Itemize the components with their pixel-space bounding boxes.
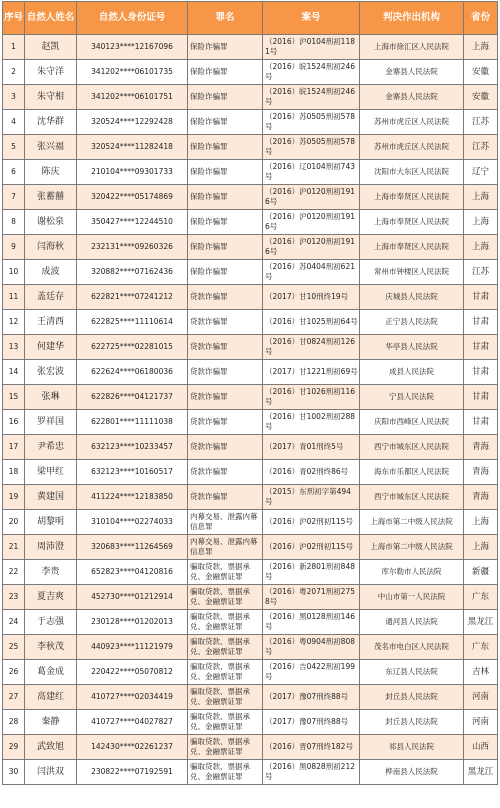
cell-name: 高建红 [25,685,77,710]
cell-province: 上海 [464,185,498,210]
cell-crime: 保险诈骗罪 [188,110,263,135]
cell-id: 230128****01202013 [77,610,188,635]
cell-seq: 25 [3,635,25,660]
cell-seq: 27 [3,685,25,710]
cell-province: 上海 [464,235,498,260]
table-row [3,735,498,760]
cell-court: 沈阳市大东区人民法院 [360,160,464,185]
header-seq: 序号 [3,2,25,35]
cell-case: （2016）吉0422刑初199号 [263,660,360,685]
cell-id: 440923****11121979 [77,635,188,660]
cell-province: 甘肃 [464,410,498,435]
cell-id: 142430****02261237 [77,735,188,760]
cell-seq: 18 [3,460,25,485]
cell-name: 夏吉爽 [25,585,77,610]
cell-province: 青海 [464,460,498,485]
cell-seq: 7 [3,185,25,210]
cell-court: 祁县人民法院 [360,735,464,760]
cell-name: 黄建国 [25,485,77,510]
cell-seq: 24 [3,610,25,635]
cell-seq: 28 [3,710,25,735]
cell-crime: 保险诈骗罪 [188,35,263,60]
cell-case: （2017）豫07刑终88号 [263,710,360,735]
cell-seq: 19 [3,485,25,510]
cell-id: 632123****10160517 [77,460,188,485]
cell-province: 甘肃 [464,285,498,310]
cell-crime: 骗取贷款、票据承兑、金融票证罪 [188,635,263,660]
cell-court: 库尔勒市人民法院 [360,560,464,585]
cell-name: 闫洪双 [25,760,77,785]
cell-name: 武致旭 [25,735,77,760]
cell-court: 宁县人民法院 [360,385,464,410]
cell-seq: 16 [3,410,25,435]
cell-name: 梁甲红 [25,460,77,485]
cell-province: 广东 [464,585,498,610]
cell-id: 232131****09260326 [77,235,188,260]
cell-case: （2016）粤0904刑初808号 [263,635,360,660]
cell-crime: 贷款诈骗罪 [188,410,263,435]
cell-court: 西宁市城东区人民法院 [360,485,464,510]
table-row [3,210,498,235]
cell-id: 452730****01212914 [77,585,188,610]
cell-province: 河南 [464,685,498,710]
cell-province: 青海 [464,485,498,510]
cell-name: 王清西 [25,310,77,335]
cell-id: 320524****12292428 [77,110,188,135]
cell-seq: 15 [3,385,25,410]
cell-province: 甘肃 [464,310,498,335]
cell-id: 622821****07241212 [77,285,188,310]
cell-id: 622624****06180036 [77,360,188,385]
header-row [3,2,498,35]
cell-seq: 5 [3,135,25,160]
cell-crime: 骗取贷款、票据承兑、金融票证罪 [188,585,263,610]
table-row [3,685,498,710]
cell-crime: 保险诈骗罪 [188,210,263,235]
cell-crime: 内幕交易、泄露内幕信息罪 [188,535,263,560]
cell-case: （2016）辽0104刑初743号 [263,160,360,185]
cell-seq: 17 [3,435,25,460]
cell-id: 230822****07192591 [77,760,188,785]
table-row [3,510,498,535]
table-row [3,760,498,785]
cell-id: 622825****11110614 [77,310,188,335]
cell-name: 胡黎明 [25,510,77,535]
cell-id: 320422****05174869 [77,185,188,210]
table-row [3,460,498,485]
cell-province: 安徽 [464,60,498,85]
cell-province: 黑龙江 [464,610,498,635]
cell-name: 成波 [25,260,77,285]
cell-court: 金寨县人民法院 [360,85,464,110]
cell-id: 632123****10233457 [77,435,188,460]
cell-province: 吉林 [464,660,498,685]
cell-crime: 保险诈骗罪 [188,160,263,185]
cell-name: 沈华群 [25,110,77,135]
cell-case: （2016）沪02刑初115号 [263,510,360,535]
cell-seq: 22 [3,560,25,585]
table-row [3,435,498,460]
header-court: 判决作出机构 [360,2,464,35]
cell-court: 东辽县人民法院 [360,660,464,685]
cell-crime: 贷款诈骗罪 [188,360,263,385]
cell-id: 320882****07162436 [77,260,188,285]
cell-id: 622725****02281015 [77,335,188,360]
cell-name: 陈庆 [25,160,77,185]
cell-name: 张宏波 [25,360,77,385]
table-row [3,285,498,310]
cell-court: 上海市奉贤区人民法院 [360,210,464,235]
cell-case: （2016）沪0120刑初1916号 [263,210,360,235]
cell-crime: 保险诈骗罪 [188,135,263,160]
cell-id: 652823****04120816 [77,560,188,585]
cell-id: 622801****11111038 [77,410,188,435]
cell-crime: 骗取贷款、票据承兑、金融票证罪 [188,710,263,735]
cell-crime: 骗取贷款、票据承兑、金融票证罪 [188,660,263,685]
cell-id: 320683****11264569 [77,535,188,560]
cell-court: 苏州市虎丘区人民法院 [360,110,464,135]
table-row [3,185,498,210]
cell-seq: 8 [3,210,25,235]
table-row [3,410,498,435]
cell-province: 安徽 [464,85,498,110]
cell-case: （2016）苏0404刑初621号 [263,260,360,285]
cell-id: 310104****02274033 [77,510,188,535]
cell-name: 张蓄囍 [25,185,77,210]
table-row [3,135,498,160]
cell-province: 黑龙江 [464,760,498,785]
cell-court: 庆阳市西峰区人民法院 [360,410,464,435]
cell-crime: 贷款诈骗罪 [188,460,263,485]
cell-case: （2016）甘0824刑初126号 [263,335,360,360]
judgment-table [2,1,498,785]
cell-province: 山西 [464,735,498,760]
cell-court: 华亭县人民法院 [360,335,464,360]
cell-seq: 13 [3,335,25,360]
cell-seq: 6 [3,160,25,185]
header-case: 案号 [263,2,360,35]
header-province: 省份 [464,2,498,35]
table-row [3,35,498,60]
table-body [3,35,498,785]
cell-id: 411224****12183850 [77,485,188,510]
cell-name: 周沛澄 [25,535,77,560]
cell-crime: 骗取贷款、票据承兑、金融票证罪 [188,760,263,785]
cell-province: 辽宁 [464,160,498,185]
cell-name: 赵凯 [25,35,77,60]
table-row [3,160,498,185]
cell-province: 青海 [464,435,498,460]
cell-name: 张兴福 [25,135,77,160]
cell-id: 210104****09301733 [77,160,188,185]
table-row [3,110,498,135]
table-row [3,710,498,735]
cell-name: 朱守相 [25,85,77,110]
cell-crime: 贷款诈骗罪 [188,385,263,410]
cell-id: 350427****12244510 [77,210,188,235]
cell-court: 常州市钟楼区人民法院 [360,260,464,285]
cell-court: 庆城县人民法院 [360,285,464,310]
cell-crime: 骗取贷款、票据承兑、金融票证罪 [188,685,263,710]
cell-crime: 骗取贷款、票据承兑、金融票证罪 [188,735,263,760]
table-row [3,610,498,635]
cell-court: 西宁市城东区人民法院 [360,435,464,460]
cell-id: 341202****06101751 [77,85,188,110]
cell-crime: 内幕交易、泄露内幕信息罪 [188,510,263,535]
cell-name: 张琳 [25,385,77,410]
cell-crime: 贷款诈骗罪 [188,485,263,510]
header-name: 自然人姓名 [25,2,77,35]
cell-name: 朱守洋 [25,60,77,85]
cell-crime: 贷款诈骗罪 [188,335,263,360]
cell-seq: 20 [3,510,25,535]
table-row [3,560,498,585]
cell-seq: 12 [3,310,25,335]
cell-seq: 4 [3,110,25,135]
cell-case: （2016）沪0120刑初1916号 [263,235,360,260]
cell-case: （2016）苏0505刑初578号 [263,135,360,160]
cell-name: 李秋茂 [25,635,77,660]
cell-name: 何建华 [25,335,77,360]
cell-seq: 23 [3,585,25,610]
cell-seq: 11 [3,285,25,310]
cell-court: 茂名市电白区人民法院 [360,635,464,660]
cell-seq: 21 [3,535,25,560]
table-row [3,535,498,560]
table-row [3,260,498,285]
cell-crime: 骗取贷款、票据承兑、金融票证罪 [188,560,263,585]
cell-court: 上海市奉贤区人民法院 [360,235,464,260]
cell-court: 桦南县人民法院 [360,760,464,785]
cell-case: （2017）甘1221刑初69号 [263,360,360,385]
cell-case: （2016）青02刑终86号 [263,460,360,485]
cell-crime: 保险诈骗罪 [188,260,263,285]
cell-crime: 骗取贷款、票据承兑、金融票证罪 [188,610,263,635]
cell-court: 成县人民法院 [360,360,464,385]
cell-court: 正宁县人民法院 [360,310,464,335]
cell-seq: 26 [3,660,25,685]
cell-seq: 3 [3,85,25,110]
cell-crime: 保险诈骗罪 [188,85,263,110]
cell-court: 上海市第二中级人民法院 [360,535,464,560]
cell-name: 闫海秋 [25,235,77,260]
cell-crime: 保险诈骗罪 [188,235,263,260]
cell-case: （2017）青01刑终5号 [263,435,360,460]
cell-court: 上海市奉贤区人民法院 [360,185,464,210]
cell-name: 盖廷存 [25,285,77,310]
cell-name: 于志强 [25,610,77,635]
cell-province: 上海 [464,35,498,60]
cell-case: （2016）皖1524刑初246号 [263,60,360,85]
cell-province: 上海 [464,535,498,560]
cell-crime: 保险诈骗罪 [188,185,263,210]
cell-crime: 保险诈骗罪 [188,60,263,85]
cell-province: 甘肃 [464,385,498,410]
cell-case: （2017）豫07刑终88号 [263,685,360,710]
table-row [3,360,498,385]
cell-seq: 14 [3,360,25,385]
cell-id: 341202****06101735 [77,60,188,85]
cell-province: 甘肃 [464,360,498,385]
cell-court: 上海市徐汇区人民法院 [360,35,464,60]
cell-seq: 1 [3,35,25,60]
cell-court: 金寨县人民法院 [360,60,464,85]
table-row [3,60,498,85]
cell-seq: 9 [3,235,25,260]
table-row [3,585,498,610]
cell-court: 苏州市虎丘区人民法院 [360,135,464,160]
cell-name: 李贵 [25,560,77,585]
cell-province: 广东 [464,635,498,660]
cell-case: （2016）沪0104刑初1181号 [263,35,360,60]
cell-id: 410727****02034419 [77,685,188,710]
cell-case: （2017）甘10刑终19号 [263,285,360,310]
cell-case: （2016）沪02刑初115号 [263,535,360,560]
cell-crime: 贷款诈骗罪 [188,435,263,460]
table-row [3,310,498,335]
cell-case: （2016）粤2071刑初2758号 [263,585,360,610]
cell-seq: 2 [3,60,25,85]
cell-case: （2016）晋07刑终182号 [263,735,360,760]
cell-name: 谢松泉 [25,210,77,235]
cell-case: （2016）黑0128刑初146号 [263,610,360,635]
cell-province: 新疆 [464,560,498,585]
cell-case: （2016）甘1002刑初288号 [263,410,360,435]
cell-province: 江苏 [464,110,498,135]
cell-case: （2016）皖1524刑初246号 [263,85,360,110]
table-row [3,385,498,410]
cell-name: 罗祥国 [25,410,77,435]
cell-id: 622826****04121737 [77,385,188,410]
cell-province: 江苏 [464,135,498,160]
cell-court: 中山市第一人民法院 [360,585,464,610]
cell-province: 江苏 [464,260,498,285]
cell-province: 上海 [464,210,498,235]
table-row [3,85,498,110]
cell-court: 上海市第二中级人民法院 [360,510,464,535]
header-crime: 罪名 [188,2,263,35]
cell-province: 河南 [464,710,498,735]
cell-seq: 29 [3,735,25,760]
table-row [3,235,498,260]
cell-case: （2016）沪0120刑初1916号 [263,185,360,210]
cell-id: 340123****12167096 [77,35,188,60]
cell-id: 220422****05070812 [77,660,188,685]
table-row [3,485,498,510]
cell-province: 甘肃 [464,335,498,360]
table-row [3,660,498,685]
cell-name: 葛金成 [25,660,77,685]
cell-court: 通河县人民法院 [360,610,464,635]
cell-crime: 贷款诈骗罪 [188,285,263,310]
cell-court: 封丘县人民法院 [360,685,464,710]
header-id: 自然人身份证号 [77,2,188,35]
cell-province: 上海 [464,510,498,535]
cell-case: （2016）甘1026刑初116号 [263,385,360,410]
cell-case: （2016）甘1025刑初64号 [263,310,360,335]
cell-court: 封丘县人民法院 [360,710,464,735]
table-row [3,635,498,660]
cell-court: 海东市乐都区人民法院 [360,460,464,485]
cell-seq: 30 [3,760,25,785]
table-row [3,335,498,360]
cell-name: 尹希忠 [25,435,77,460]
cell-crime: 贷款诈骗罪 [188,310,263,335]
cell-case: （2016）黑0828刑初212号 [263,760,360,785]
cell-case: （2016）新2801刑初848号 [263,560,360,585]
cell-id: 410727****04027827 [77,710,188,735]
cell-id: 320524****11282418 [77,135,188,160]
cell-case: （2015）东刑初字第494号 [263,485,360,510]
cell-case: （2016）苏0505刑初578号 [263,110,360,135]
cell-seq: 10 [3,260,25,285]
cell-name: 秦静 [25,710,77,735]
